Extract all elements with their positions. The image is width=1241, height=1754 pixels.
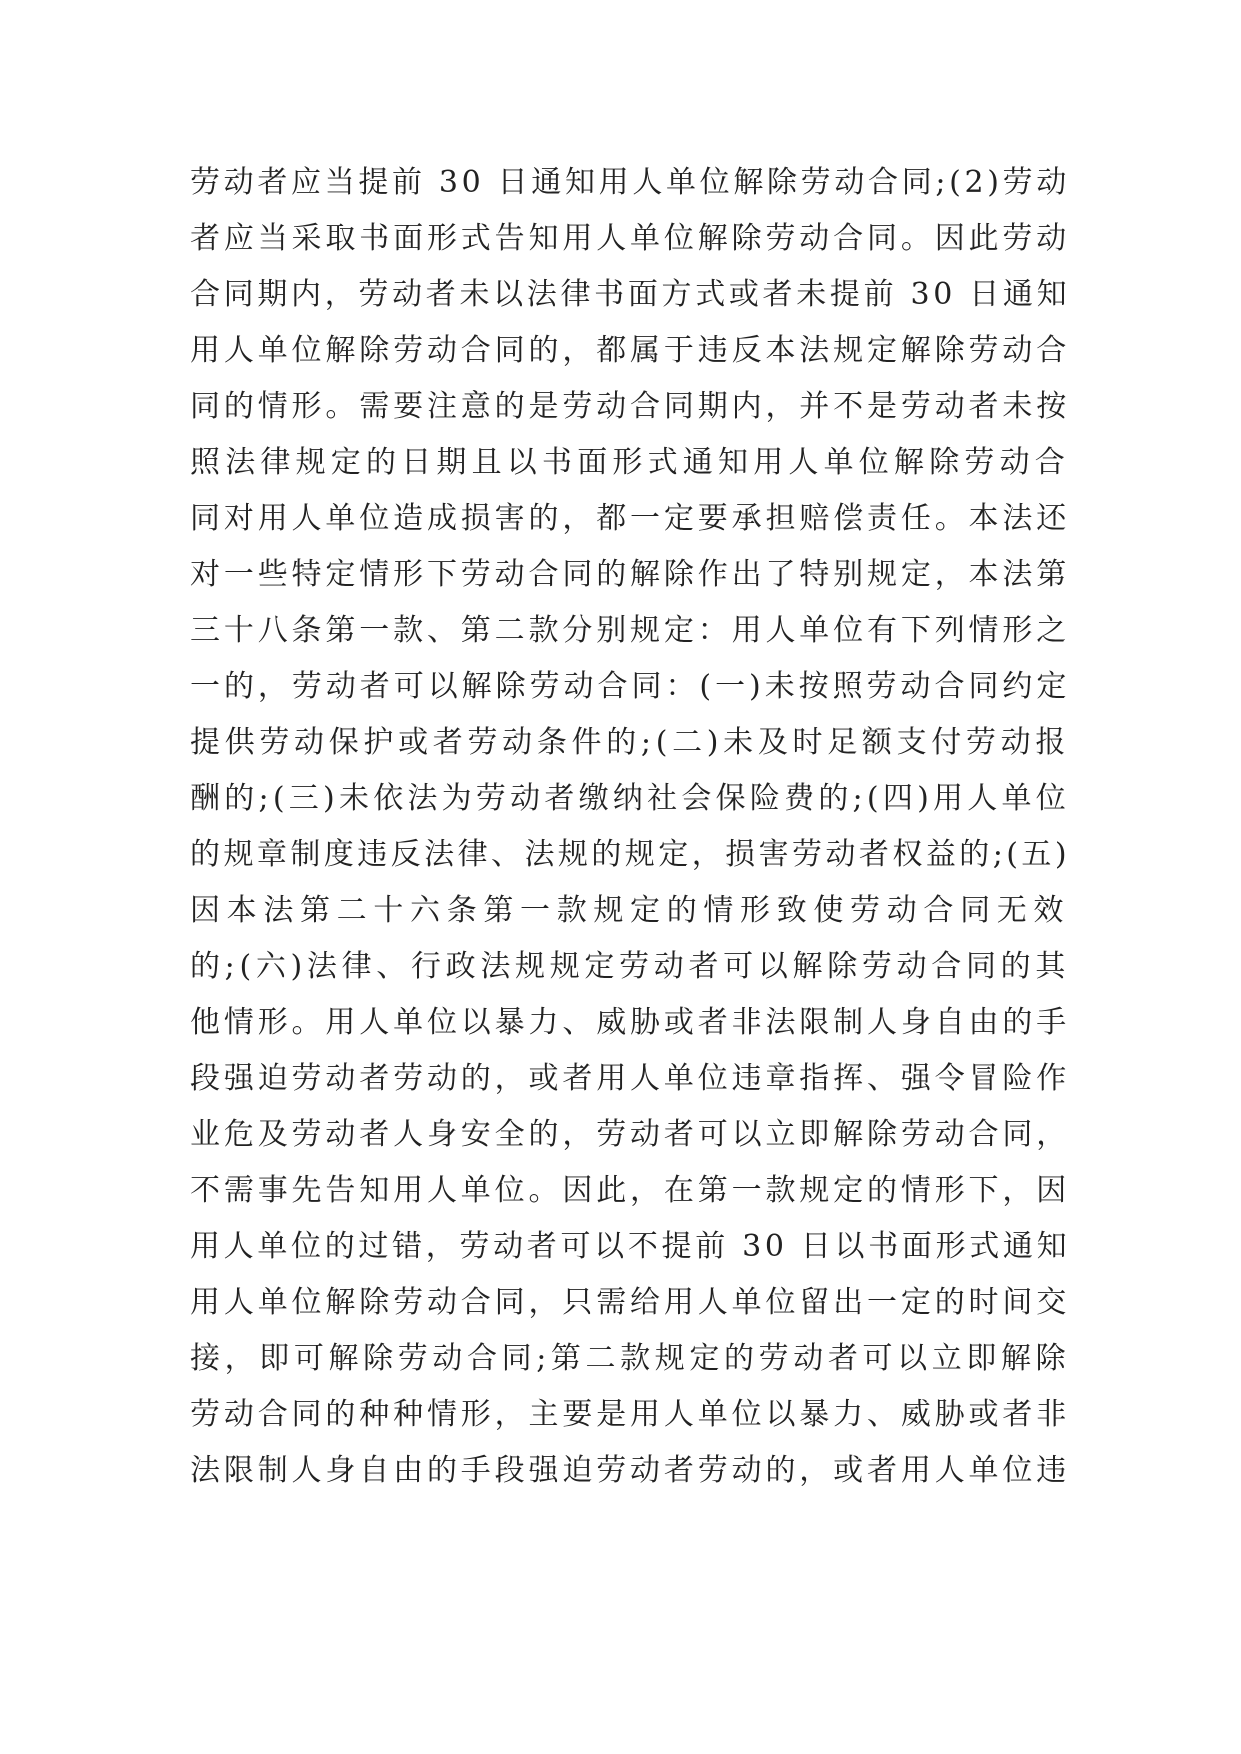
text-line: 一的，劳动者可以解除劳动合同：(一)未按照劳动合同约定 xyxy=(190,669,1071,704)
text-line: 段强迫劳动者劳动的，或者用人单位违章指挥、强令冒险作 xyxy=(190,1061,1071,1096)
text-line: 用人单位的过错，劳动者可以不提前 30 日以书面形式通知 xyxy=(190,1229,1071,1264)
text-line: 的规章制度违反法律、法规的规定，损害劳动者权益的;(五) xyxy=(190,837,1070,872)
text-line: 法限制人身自由的手段强迫劳动者劳动的，或者用人单位违 xyxy=(190,1453,1071,1488)
text-line: 对一些特定情形下劳动合同的解除作出了特别规定，本法第 xyxy=(190,557,1071,592)
text-line: 的;(六)法律、行政法规规定劳动者可以解除劳动合同的其 xyxy=(190,949,1070,984)
text-line: 合同期内，劳动者未以法律书面方式或者未提前 30 日通知 xyxy=(190,277,1071,312)
text-line: 用人单位解除劳动合同，只需给用人单位留出一定的时间交 xyxy=(190,1285,1071,1320)
body-text xyxy=(190,155,1070,1499)
text-line: 不需事先告知用人单位。因此，在第一款规定的情形下，因 xyxy=(190,1173,1071,1208)
text-line: 接，即可解除劳动合同;第二款规定的劳动者可以立即解除 xyxy=(190,1341,1071,1376)
text-line: 者应当采取书面形式告知用人单位解除劳动合同。因此劳动 xyxy=(190,221,1071,256)
text-line: 提供劳动保护或者劳动条件的;(二)未及时足额支付劳动报 xyxy=(190,725,1070,760)
text-line: 业危及劳动者人身安全的，劳动者可以立即解除劳动合同， xyxy=(190,1117,1071,1152)
text-line: 酬的;(三)未依法为劳动者缴纳社会保险费的;(四)用人单位 xyxy=(190,781,1070,816)
text-line: 同的情形。需要注意的是劳动合同期内，并不是劳动者未按 xyxy=(190,389,1071,424)
text-line: 他情形。用人单位以暴力、威胁或者非法限制人身自由的手 xyxy=(190,1005,1071,1040)
text-line: 同对用人单位造成损害的，都一定要承担赔偿责任。本法还 xyxy=(190,501,1071,536)
text-line: 用人单位解除劳动合同的，都属于违反本法规定解除劳动合 xyxy=(190,333,1071,368)
text-line: 因本法第二十六条第一款规定的情形致使劳动合同无效 xyxy=(190,893,1071,928)
text-line: 劳动合同的种种情形，主要是用人单位以暴力、威胁或者非 xyxy=(190,1397,1071,1432)
text-line: 三十八条第一款、第二款分别规定：用人单位有下列情形之 xyxy=(190,613,1071,648)
text-line: 劳动者应当提前 30 日通知用人单位解除劳动合同;(2)劳动 xyxy=(190,165,1070,200)
text-line: 照法律规定的日期且以书面形式通知用人单位解除劳动合 xyxy=(190,445,1070,480)
